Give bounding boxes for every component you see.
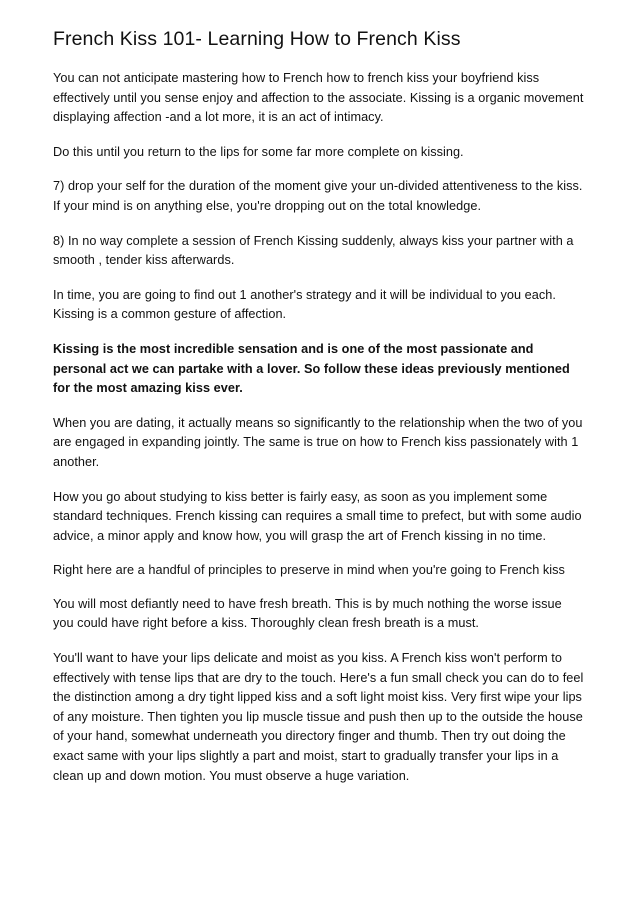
paragraph-dating: When you are dating, it actually means so significantly to the relationship when the two of you are engaged in expanding jointly. The same is true on how to French kiss passionately with 1 another.: [53, 415, 583, 469]
paragraph-principles: Right here are a handful of principles to preserve in mind when you're going to French kiss: [53, 563, 565, 578]
paragraph-studying: How you go about studying to kiss better is fairly easy, as soon as you implement some standard techniques. French kissing can requires a small time to prefect, but with some audio advice, a minor apply and know how, you will grasp the art of French kissing in no time.: [53, 489, 582, 543]
paragraph-intro: You can not anticipate mastering how to French how to french kiss your boyfriend kiss effectively until you sense enjoy and affection to the associate. Kissing is a organic movement displaying affection -and a lot more, it is an act of intimacy.: [53, 71, 584, 125]
paragraph-moist-lips: You'll want to have your lips delicate and moist as you kiss. A French kiss won't perform to effectively with tense lips that are dry to the touch. Here's a fun small check you can do to feel the distinction among a dry tight lipped kiss and a soft light moist kiss. Very first wipe your lips of any moisture. Then tighten you lip muscle tissue and push then up to the outside the house of your hand, somewhat underneath you directory finger and thumb. Then try out doing the exact same with your lips slightly a part and moist, start to gradually transfer your lips in a clean up and down motion. You must observe a huge variation.: [53, 651, 584, 783]
paragraph-return-to-lips: Do this until you return to the lips for some far more complete on kissing.: [53, 144, 464, 159]
paragraph-tip-7: 7) drop your self for the duration of the moment give your un-divided attentiveness to the kiss. If your mind is on anything else, you're dropping out on the total knowledge.: [53, 179, 583, 213]
paragraph-tip-8: 8) In no way complete a session of French Kissing suddenly, always kiss your partner with a smooth , tender kiss afterwards.: [53, 233, 574, 268]
document-page: [53, 26, 585, 801]
page-title: French Kiss 101- Learning How to French Kiss: [53, 28, 461, 50]
paragraph-bold-highlight: Kissing is the most incredible sensation and is one of the most passionate and personal act we can partake with a lover. So follow these ideas previously mentioned for the most amazing kiss ever.: [53, 341, 570, 396]
paragraph-fresh-breath: You will most defiantly need to have fresh breath. This is by much nothing the worse issue you could have right before a kiss. Thoroughly clean fresh breath is a must.: [53, 596, 562, 631]
paragraph-in-time: In time, you are going to find out 1 another's strategy and it will be individual to you each. Kissing is a common gesture of affection.: [53, 287, 556, 322]
